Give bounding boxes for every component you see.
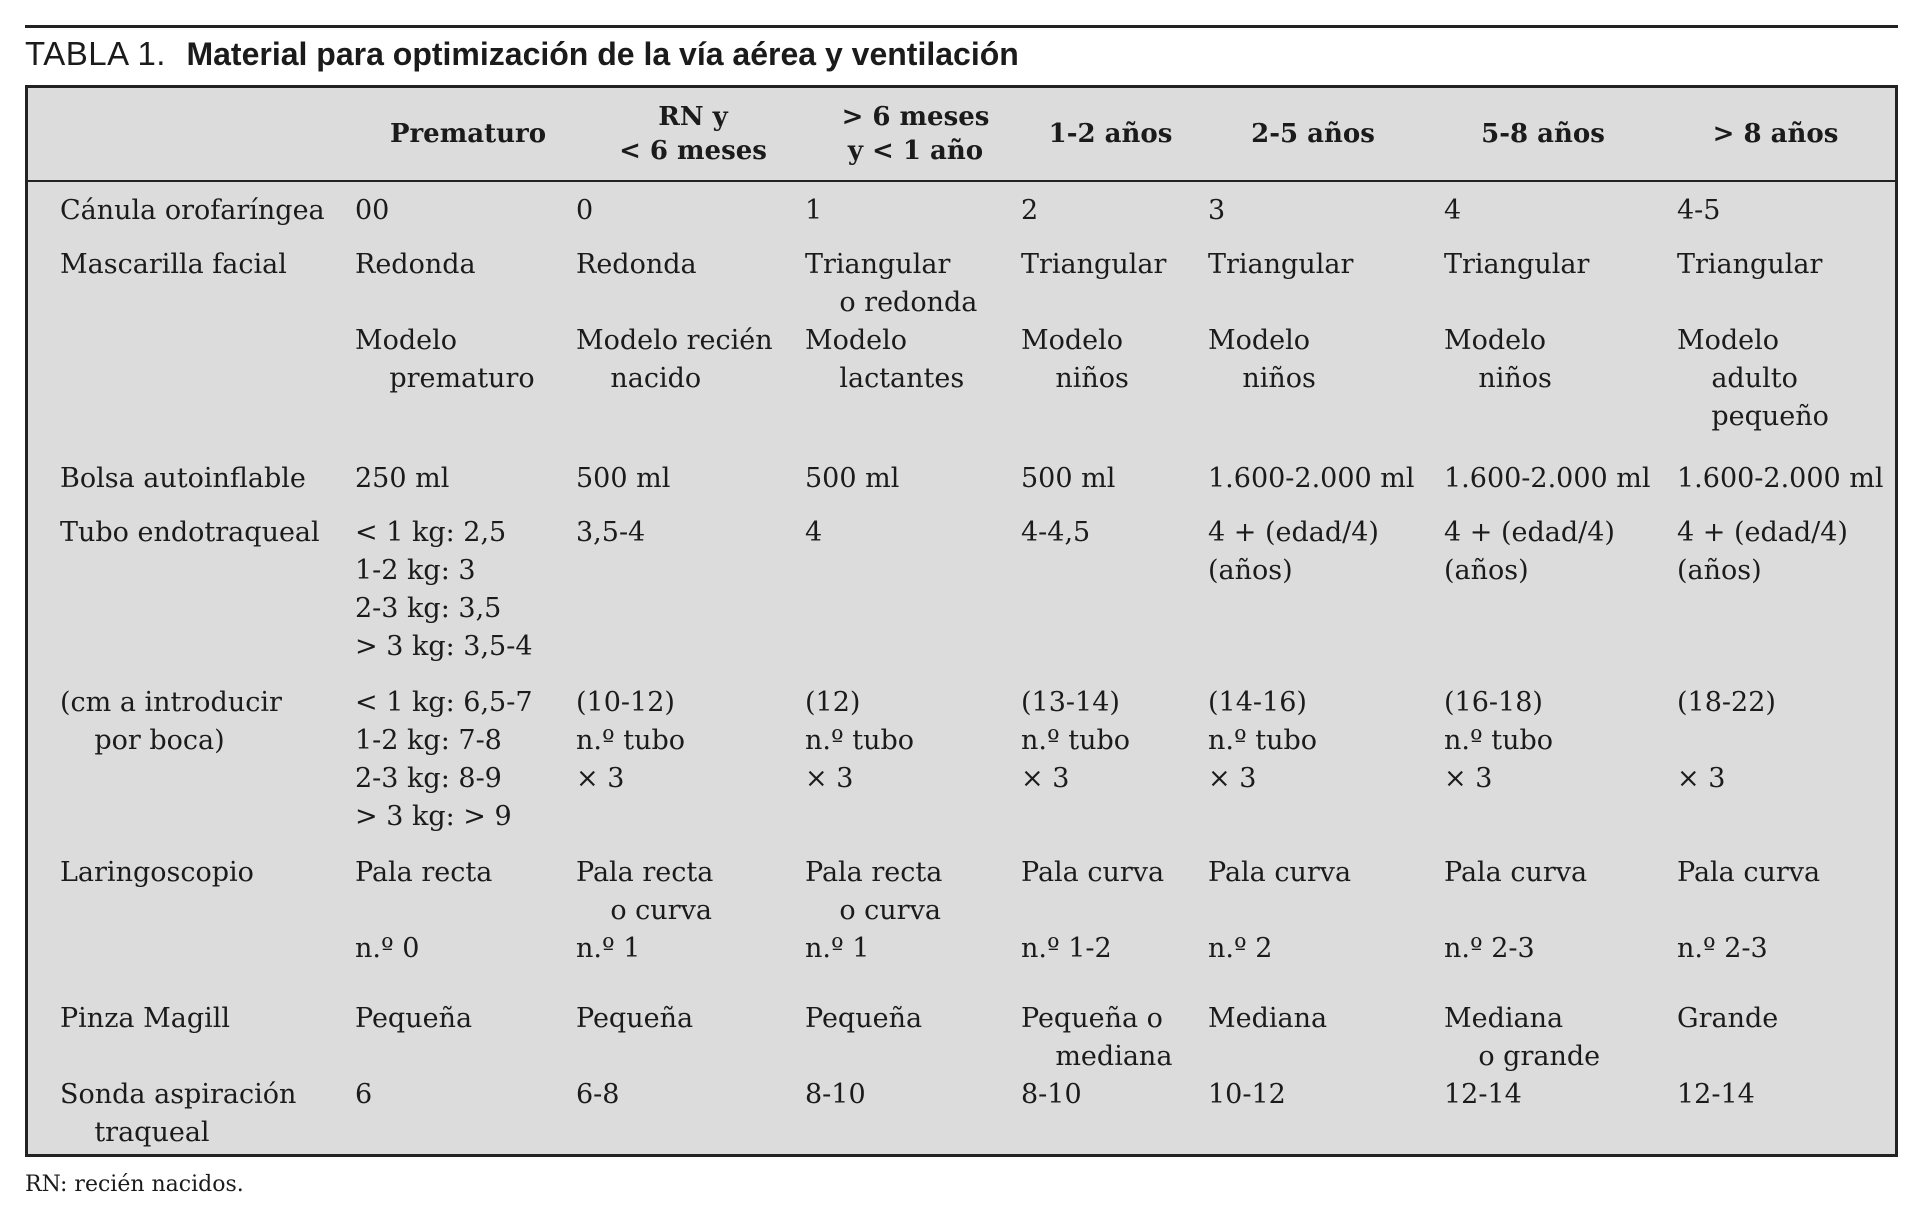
- table-cell: 4-5: [1677, 195, 1721, 226]
- table-cell: 0: [576, 195, 594, 226]
- table-cell: Pala recta o curva n.º 1: [805, 857, 943, 964]
- table-number: TABLA 1.: [25, 35, 166, 72]
- row-label: Mascarilla facial: [60, 249, 287, 280]
- table-cell: Mediana o grande: [1444, 1003, 1601, 1072]
- table-cell: 4-4,5: [1021, 517, 1091, 548]
- table-cell: (12) n.º tubo × 3: [805, 687, 915, 794]
- table-caption: [25, 32, 1019, 76]
- table-cell: 4: [1444, 195, 1462, 226]
- table-cell: Pequeña: [805, 1003, 923, 1034]
- table-cell: Triangular o redonda Modelo lactantes: [805, 249, 978, 394]
- table-cell: Pala recta o curva n.º 1: [576, 857, 714, 964]
- table-cell: Pala recta n.º 0: [355, 857, 493, 964]
- table-cell: Grande: [1677, 1003, 1779, 1034]
- table-cell: 4 + (edad/4) (años): [1208, 517, 1379, 586]
- table-cell: Triangular Modelo niños: [1021, 249, 1167, 394]
- table-cell: 500 ml: [576, 463, 671, 494]
- table-cell: 4 + (edad/4) (años): [1444, 517, 1615, 586]
- top-rule: [25, 25, 1898, 28]
- table-cell: Pequeña: [576, 1003, 694, 1034]
- table-cell: 00: [355, 195, 390, 226]
- table-cell: (13-14) n.º tubo × 3: [1021, 687, 1131, 794]
- table-cell: 12-14: [1677, 1079, 1755, 1110]
- table-cell: 8-10: [1021, 1079, 1082, 1110]
- table-cell: 3: [1208, 195, 1226, 226]
- table-cell: Redonda Modelo recién nacido: [576, 249, 773, 394]
- table-cell: < 1 kg: 6,5-7 1-2 kg: 7-8 2-3 kg: 8-9 > 3 kg: > 9: [355, 687, 533, 832]
- row-label: Laringoscopio: [60, 857, 254, 888]
- table-cell: (10-12) n.º tubo × 3: [576, 687, 686, 794]
- table-cell: Pala curva n.º 2-3: [1444, 857, 1588, 964]
- table-cell: 4 + (edad/4) (años): [1677, 517, 1848, 586]
- table-cell: 2: [1021, 195, 1039, 226]
- table-cell: 500 ml: [1021, 463, 1116, 494]
- table-cell: 250 ml: [355, 463, 450, 494]
- table-cell: < 1 kg: 2,5 1-2 kg: 3 2-3 kg: 3,5 > 3 kg: 3,5-4: [355, 517, 533, 662]
- header-cell-2-5-anos: 2-5 años: [1251, 119, 1375, 149]
- table-header-row: [28, 88, 1895, 182]
- table-cell: 1.600-2.000 ml: [1677, 463, 1884, 494]
- table-cell: Pala curva n.º 2-3: [1677, 857, 1821, 964]
- table-cell: Triangular Modelo adulto pequeño: [1677, 249, 1829, 432]
- row-label: Cánula orofaríngea: [60, 195, 325, 226]
- table-cell: (18-22) × 3: [1677, 687, 1776, 794]
- header-cell-8-anos: > 8 años: [1712, 119, 1839, 149]
- header-cell-prematuro: Prematuro: [389, 119, 547, 149]
- table-cell: Pala curva n.º 2: [1208, 857, 1352, 964]
- header-cell-6-meses: > 6 meses y < 1 año: [841, 102, 990, 166]
- row-label: (cm a introducir por boca): [60, 687, 282, 756]
- header-cell-5-8-anos: 5-8 años: [1481, 119, 1605, 149]
- table-cell: 10-12: [1208, 1079, 1286, 1110]
- table-cell: Triangular Modelo niños: [1444, 249, 1590, 394]
- airway-material-table: [25, 85, 1898, 1157]
- table-cell: (14-16) n.º tubo × 3: [1208, 687, 1318, 794]
- table-cell: Pequeña: [355, 1003, 473, 1034]
- table-cell: 6-8: [576, 1079, 620, 1110]
- table-cell: 500 ml: [805, 463, 900, 494]
- table-cell: 1: [805, 195, 823, 226]
- table-title: Material para optimización de la vía aérea y ventilación: [186, 36, 1019, 72]
- header-cell-1-2-anos: 1-2 años: [1048, 119, 1173, 149]
- footnote: RN: recién nacidos.: [25, 1172, 244, 1197]
- table-cell: 12-14: [1444, 1079, 1522, 1110]
- table-cell: 1.600-2.000 ml: [1444, 463, 1651, 494]
- table-cell: Pequeña o mediana: [1021, 1003, 1173, 1072]
- row-label: Bolsa autoinflable: [60, 463, 306, 494]
- table-cell: 8-10: [805, 1079, 866, 1110]
- table-cell: Pala curva n.º 1-2: [1021, 857, 1165, 964]
- table-cell: 4: [805, 517, 823, 548]
- header-cell-empty: [28, 88, 348, 180]
- row-label: Tubo endotraqueal: [60, 517, 320, 548]
- table-cell: 6: [355, 1079, 373, 1110]
- table-cell: Redonda Modelo prematuro: [355, 249, 535, 394]
- row-label: Sonda aspiración traqueal: [60, 1079, 297, 1148]
- row-label: Pinza Magill: [60, 1003, 231, 1034]
- table-cell: Triangular Modelo niños: [1208, 249, 1354, 394]
- table-cell: Mediana: [1208, 1003, 1328, 1034]
- table-cell: 1.600-2.000 ml: [1208, 463, 1415, 494]
- table-cell: (16-18) n.º tubo × 3: [1444, 687, 1554, 794]
- table-cell: 3,5-4: [576, 517, 646, 548]
- header-cell-rn: RN y < 6 meses: [619, 102, 767, 166]
